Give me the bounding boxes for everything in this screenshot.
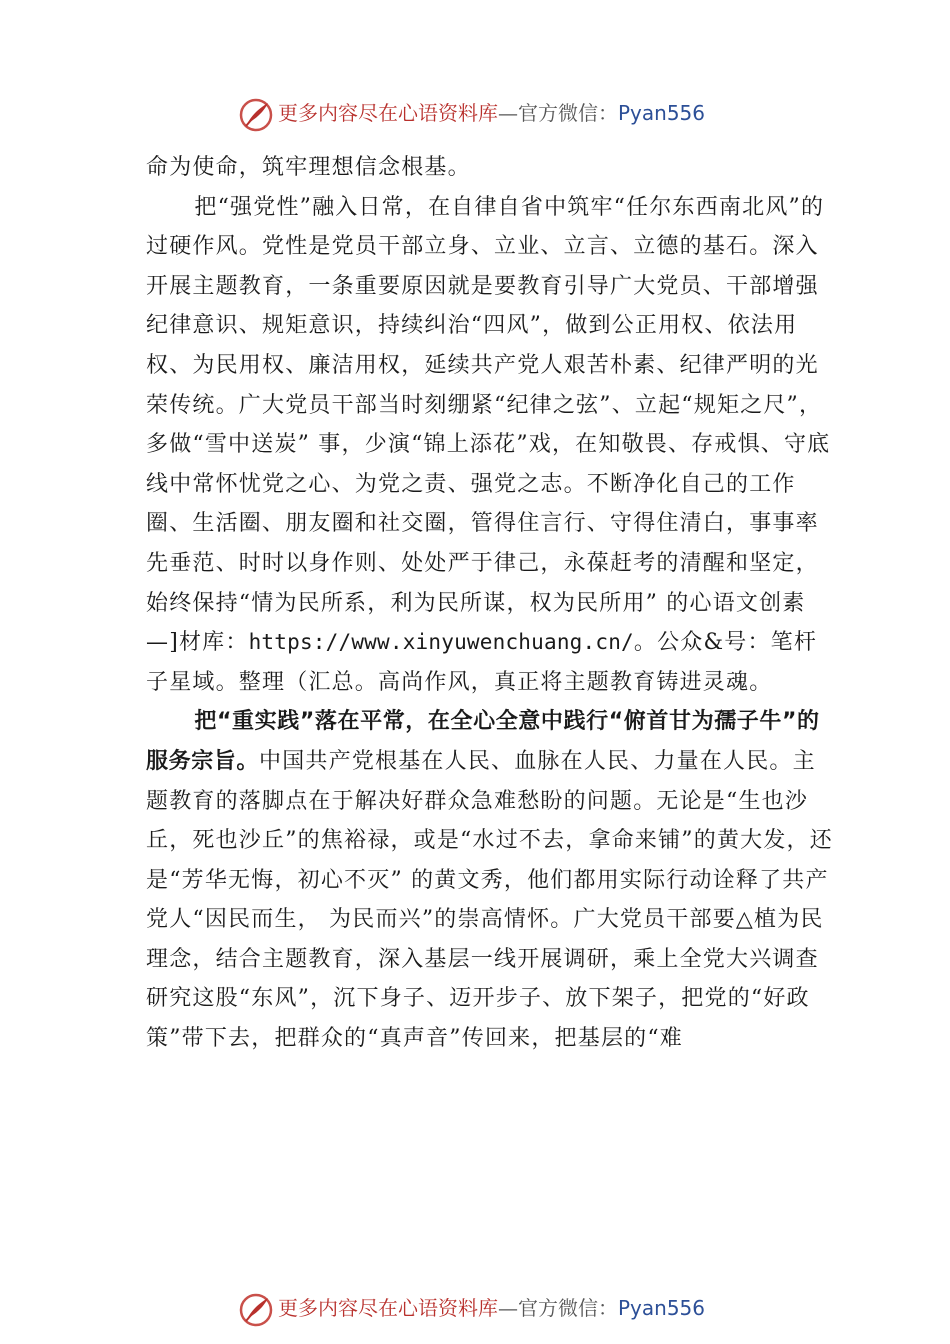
source-url: https://www.xinyuwenchuang.cn/: [248, 630, 634, 655]
banner-wechat-id: Pyan556: [618, 101, 706, 125]
paragraph-continuation: 命为使命，筑牢理想信念根基。: [146, 155, 471, 180]
paragraph-practice: [146, 702, 836, 1058]
paragraph-body: 党性是党员干部立身、立业、立言、立德的基石。深入开展主题教育，一条重要原因就是要教育引导广大党员、干部增强纪律意识、规矩意识，持续纠治“四风”，做到公正用权、依法用权、为民用权、廉洁用权，延续共产党人艰苦朴素、纪律严明的光荣传统。广大党员干部当时刻绷紧“纪律之弦”、立起“规矩之尺”，多做“雪中送炭” 事，少演“锦上添花”戏，在知敬畏、存戒惧、守底线中常怀忧党之心、为党之责、强党之志。不断净化自己的工作圈、生活圈、朋友圈和社交圈，管得住言行、守得住清白，事事率先垂范、时时以身作则、处处严于律己，永葆赶考的清醒和坚定，始终保持“情为民所系，利为民所谋，权为民所用” 的心语文创素—]材库：: [146, 234, 831, 656]
quill-logo-icon: [238, 1292, 274, 1328]
banner-main-text: 更多内容尽在心语资料库: [278, 1296, 498, 1320]
paragraph-lead: 把“强党性”融入日常，在自律自省中筑牢“任尔东西南北风”的过硬作风。: [146, 194, 825, 260]
header-watermark-banner: [0, 95, 950, 135]
paragraph-body: 中国共产党根基在人民、血脉在人民、力量在人民。主题教育的落脚点在于解决好群众急难愁盼的问题。无论是“生也沙丘，死也沙丘”的焦裕禄，或是“水过不去，拿命来铺”的黄大发，还是“芳华无悔，初心不灭” 的黄文秀，他们都用实际行动诠释了共产党人“因民而生， 为民而兴”的崇高情怀。广大党员干部要△植为民理念，结合主题教育，深入基层一线开展调研，乘上全党大兴调查研究这股“东风”，沉下身子、迈开步子、放下架子，把党的“好政策”带下去，把群众的“真声音”传回来，把基层的“难: [146, 748, 833, 1052]
banner-wechat-id: Pyan556: [618, 1296, 706, 1320]
quill-logo-icon: [238, 97, 274, 133]
banner-dash-text: —官方微信：: [498, 1296, 618, 1320]
banner-text: [278, 1293, 705, 1323]
banner-text: [278, 98, 705, 128]
document-body: [146, 148, 836, 1059]
paragraph-tail: 。公众&号：笔杆子星域。整理（汇总。高尚作风，真正将主题教育铸进灵魂。: [146, 630, 818, 695]
banner-main-text: 更多内容尽在心语资料库: [278, 101, 498, 125]
paragraph-party-spirit: [146, 188, 836, 703]
footer-watermark-banner: [0, 1290, 950, 1330]
paragraph-bold-lead: 把“重实践”落在平常，在全心全意中践行“俯首甘为孺子牛”的服务宗旨。: [146, 709, 820, 774]
banner-dash-text: —官方微信：: [498, 101, 618, 125]
